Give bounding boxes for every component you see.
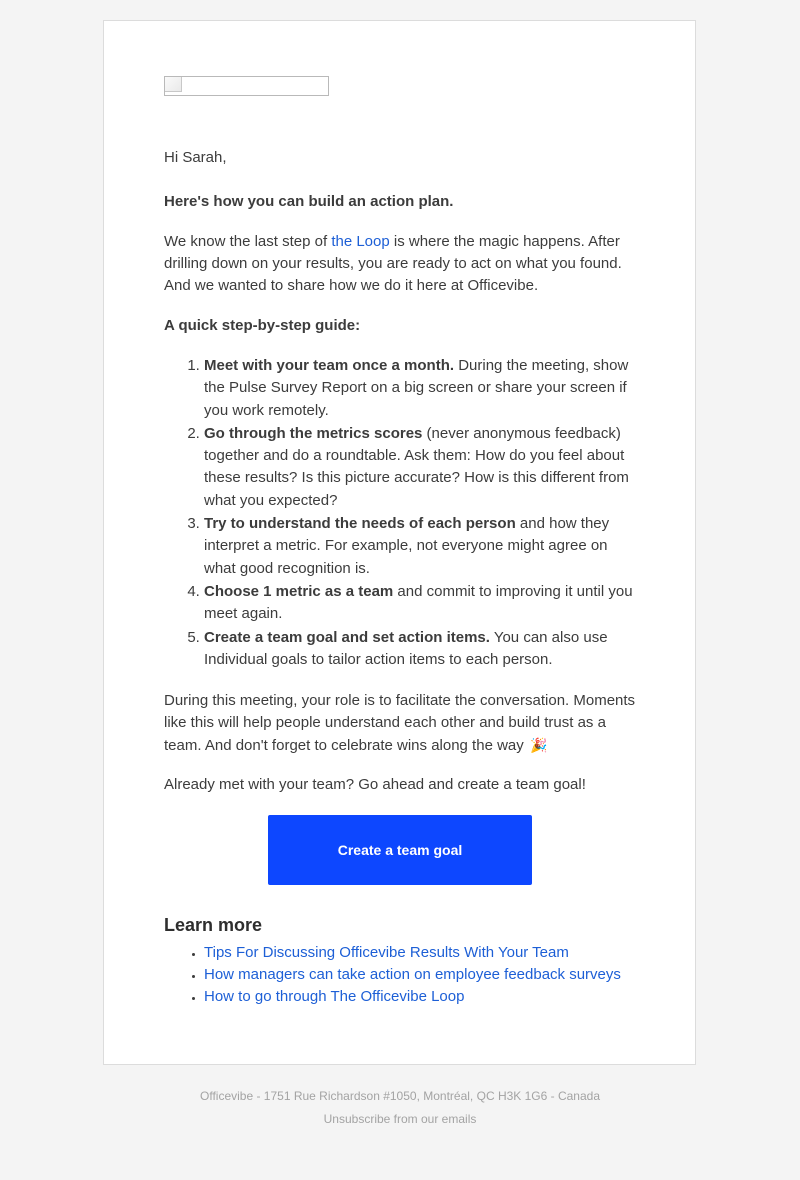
email-card [103, 20, 696, 1065]
list-item [204, 964, 636, 986]
intro-paragraph [164, 231, 636, 297]
unsubscribe-link[interactable]: Unsubscribe from our emails [323, 1112, 477, 1126]
step-item [204, 581, 636, 626]
already-met-text: Already met with your team? Go ahead and create a team goal! [164, 776, 586, 794]
step-text: and how they interpret a metric. For example, not everyone might agree on what good recognition is. [204, 515, 610, 577]
email-footer [0, 1085, 800, 1131]
step-bold: Meet with your team once a month. [204, 357, 455, 374]
learn-more-list [164, 942, 636, 1008]
loop-link[interactable]: the Loop [331, 233, 390, 250]
step-bold: Create a team goal and set action items. [204, 628, 490, 646]
step-text: (never anonymous feedback) together and do a roundtable. Ask them: How do you feel about these results? Is this picture accurate? How is this different from what you expected? [204, 424, 629, 509]
step-text: You can also use Individual goals to tailor action items to each person. [204, 628, 608, 668]
step-item [204, 513, 636, 580]
step-bold: Try to understand the needs of each person [204, 515, 516, 533]
logo-image-placeholder [164, 76, 329, 96]
list-item [204, 986, 636, 1008]
step-text: and commit to improving it until you meet again. [204, 582, 633, 623]
step-item [204, 627, 636, 672]
closing-text: During this meeting, your role is to facilitate the conversation. Moments like this will help people understand each other and build trust as a team. And don't forget to celebrate wins along the way [164, 692, 636, 755]
create-team-goal-button[interactable]: Create a team goal [268, 815, 532, 885]
step-item [204, 355, 636, 422]
email-body [164, 147, 636, 1008]
closing-paragraph [164, 690, 636, 757]
step-item [204, 423, 636, 512]
footer-address: Officevibe - 1751 Rue Richardson #1050, Montréal, QC H3K 1G6 - Canada [200, 1089, 600, 1103]
guide-title: A quick step-by-step guide: [164, 317, 361, 334]
cta-container [164, 815, 636, 885]
step-bold: Go through the metrics scores [204, 424, 423, 442]
learn-more-title: Learn more [164, 915, 263, 936]
learn-more-link[interactable]: How managers can take action on employee feedback surveys [204, 966, 621, 984]
intro-text-before: We know the last step of [164, 233, 332, 250]
email-heading: Here's how you can build an action plan. [164, 193, 454, 210]
party-popper-icon: 🎉 [529, 737, 548, 754]
learn-more-link[interactable]: Tips For Discussing Officevibe Results With Your Team [204, 944, 569, 962]
intro-text-after: is where the magic happens. After drilling down on your results, you are ready to act on what you found. And we wanted to share how we do it here at Officevibe. [164, 233, 622, 294]
step-text: During the meeting, show the Pulse Survey Report on a big screen or share your screen if you work remotely. [204, 357, 629, 419]
steps-list [164, 355, 636, 671]
step-bold: Choose 1 metric as a team [204, 582, 394, 600]
learn-more-link[interactable]: How to go through The Officevibe Loop [204, 988, 465, 1006]
list-item [204, 942, 636, 964]
greeting: Hi Sarah, [164, 149, 227, 166]
